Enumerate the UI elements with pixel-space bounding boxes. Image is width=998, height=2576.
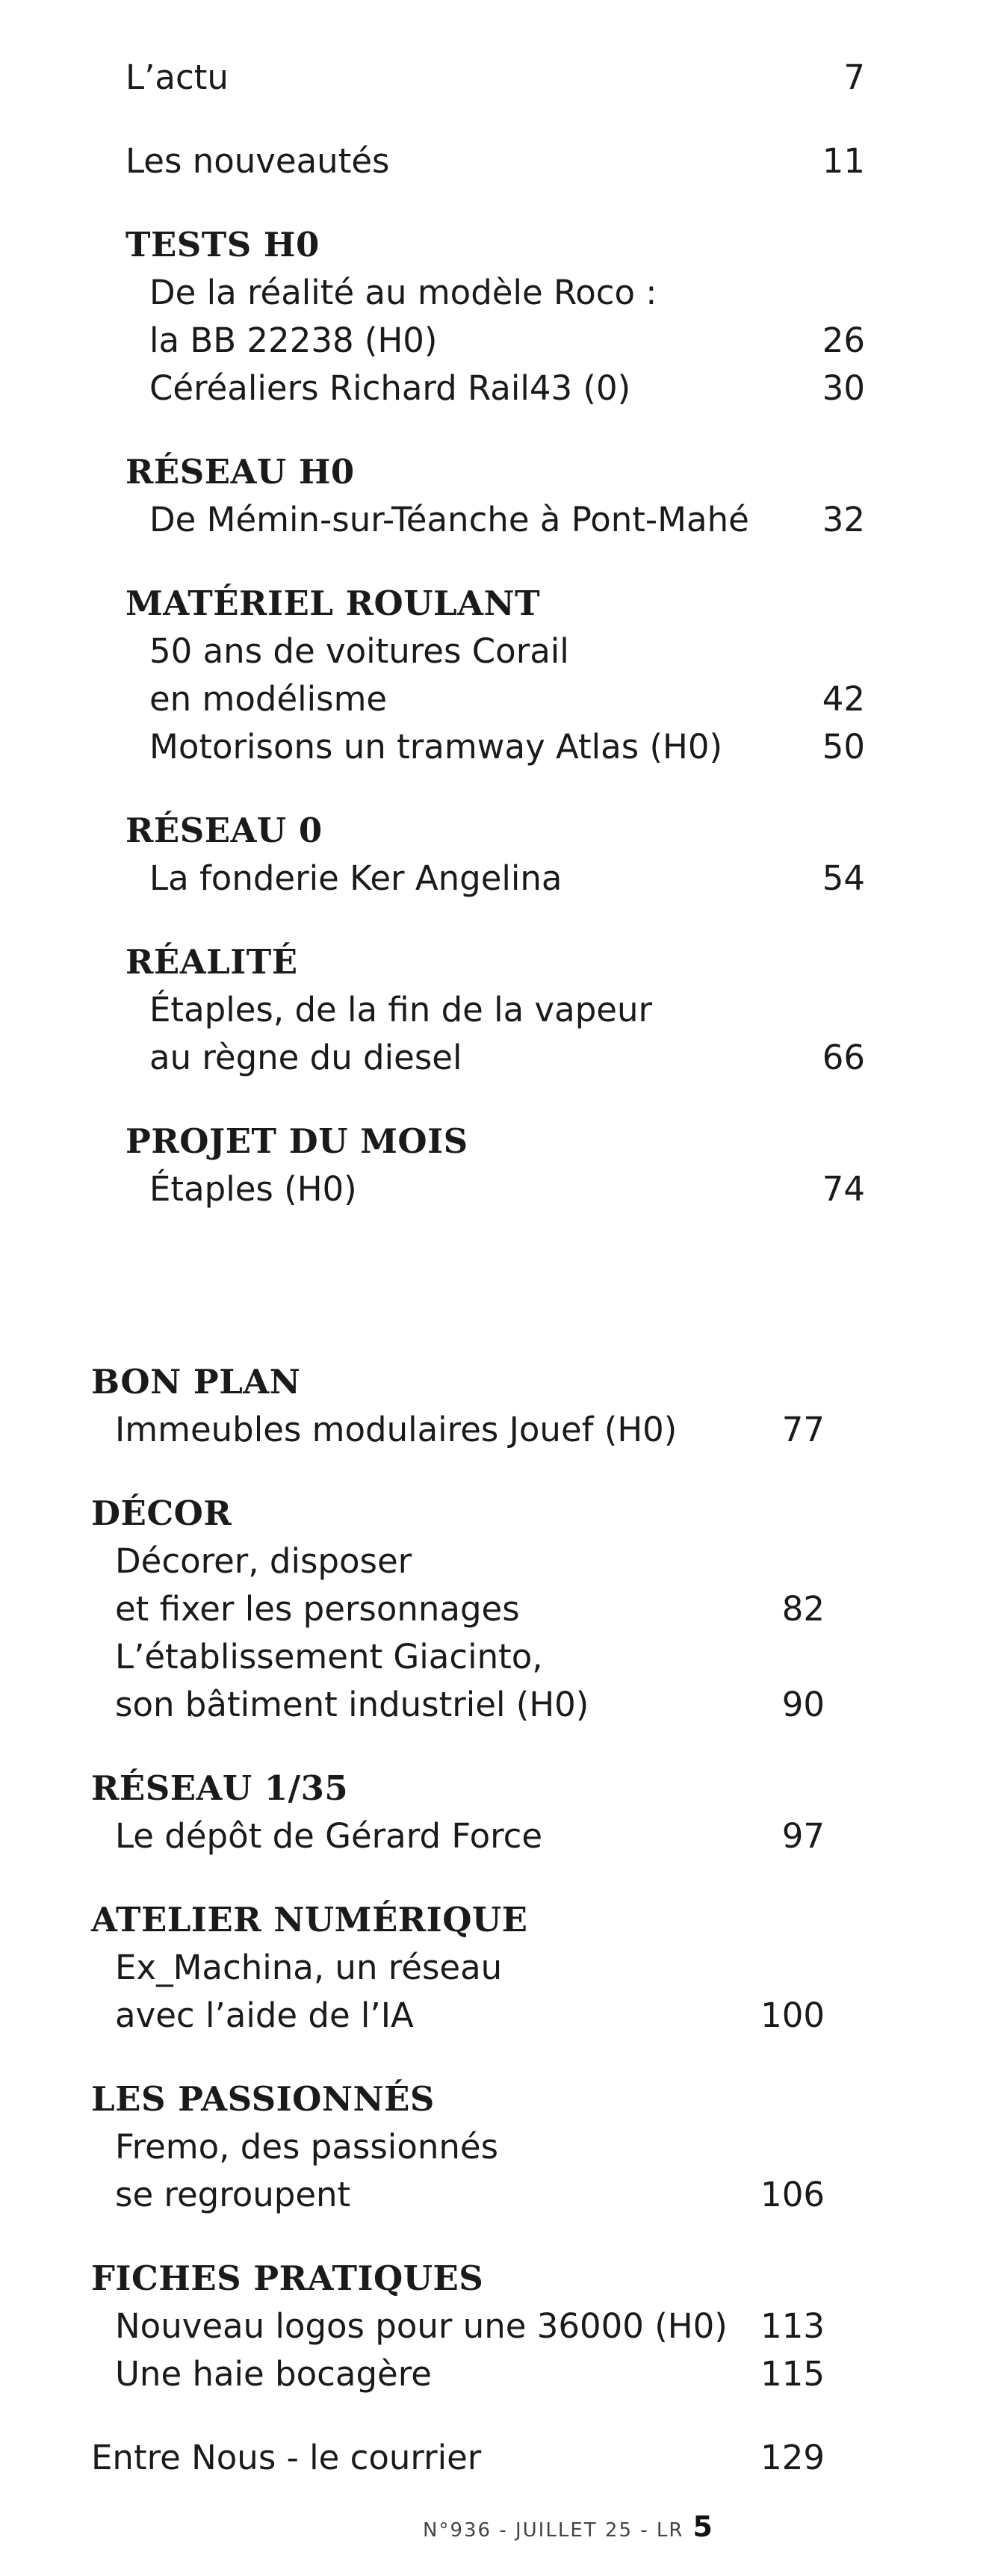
entry-page: 74 (822, 1169, 865, 1209)
entry-title: Immeubles modulaires Jouef (H0) (115, 1410, 678, 1449)
entry-title: se regroupent (115, 2175, 351, 2214)
toc-entry[interactable] (125, 269, 865, 317)
toc-entry[interactable] (91, 1585, 831, 1633)
toc-entry[interactable] (91, 1992, 831, 2040)
toc-entry[interactable] (125, 137, 865, 185)
toc-entry[interactable] (125, 317, 865, 365)
section-heading: RÉALITÉ (125, 942, 298, 982)
toc-entry[interactable] (91, 1633, 831, 1681)
section-heading: MATÉRIEL ROULANT (125, 583, 541, 623)
entry-page: 77 (781, 1410, 825, 1449)
entry-page: 113 (760, 2306, 825, 2346)
entry-title: Étaples, de la fin de la vapeur (149, 990, 652, 1030)
toc-section (91, 2255, 831, 2398)
toc-section (91, 2075, 831, 2219)
toc-entry[interactable] (91, 1944, 831, 1992)
toc-entry[interactable] (125, 628, 865, 675)
entry-page: 50 (822, 727, 865, 767)
toc-entry[interactable] (91, 2434, 831, 2482)
entry-page: 97 (781, 1816, 825, 1856)
toc-section (125, 580, 865, 771)
toc-section (125, 448, 865, 544)
toc-section (91, 1490, 831, 1729)
entry-title: Motorisons un tramway Atlas (H0) (149, 727, 723, 767)
toc-entry[interactable] (125, 496, 865, 544)
entry-title: Étaples (H0) (149, 1169, 357, 1209)
entry-title: Nouveau logos pour une 36000 (H0) (115, 2306, 728, 2346)
entry-title: Une haie bocagère (115, 2354, 432, 2394)
section-heading: TESTS H0 (125, 225, 320, 264)
entry-title: Entre Nous - le courrier (91, 2438, 482, 2477)
toc-entry[interactable] (125, 54, 865, 102)
toc-entry[interactable] (125, 675, 865, 723)
issue-info: N°936 - JUILLET 25 - LR (423, 2519, 684, 2542)
toc-entry[interactable] (125, 1165, 865, 1213)
toc-entry[interactable] (91, 1812, 831, 1860)
toc-entry[interactable] (125, 365, 865, 412)
section-heading: PROJET DU MOIS (125, 1121, 468, 1161)
entry-page: 66 (822, 1038, 865, 1077)
section-heading: LES PASSIONNÉS (91, 2079, 435, 2119)
entry-page: 129 (760, 2438, 825, 2477)
entry-title: L’établissement Giacinto, (115, 1637, 543, 1676)
entry-title: L’actu (125, 58, 229, 97)
toc-section (125, 1118, 865, 1213)
entry-title: Fremo, des passionnés (115, 2127, 499, 2167)
toc-entry[interactable] (125, 855, 865, 902)
entry-title: son bâtiment industriel (H0) (115, 1685, 589, 1724)
entry-title: au règne du diesel (149, 1038, 462, 1077)
page-footer (423, 2509, 713, 2548)
toc-section (125, 807, 865, 902)
entry-page: 90 (781, 1685, 825, 1724)
toc-entry[interactable] (125, 986, 865, 1034)
entry-page: 32 (822, 500, 865, 539)
toc-section (91, 1358, 831, 1454)
section-heading: DÉCOR (91, 1493, 232, 1533)
entry-page: 106 (760, 2175, 825, 2214)
toc-section (125, 938, 865, 1082)
entry-title: la BB 22238 (H0) (149, 321, 438, 360)
page-number: 5 (692, 2510, 713, 2543)
toc-entry[interactable] (125, 723, 865, 771)
section-heading: BON PLAN (91, 1362, 301, 1402)
toc-entry[interactable] (91, 2171, 831, 2219)
section-heading: RÉSEAU H0 (125, 452, 355, 492)
entry-title: Ex_Machina, un réseau (115, 1948, 503, 1987)
entry-title: De Mémin-sur-Téanche à Pont-Mahé (149, 500, 749, 539)
entry-title: Le dépôt de Gérard Force (115, 1816, 543, 1856)
entry-title: Céréaliers Richard Rail43 (0) (149, 368, 631, 408)
toc-entry[interactable] (91, 1406, 831, 1454)
toc-entry[interactable] (125, 1034, 865, 1082)
entry-title: De la réalité au modèle Roco : (149, 273, 657, 312)
toc-entry[interactable] (91, 1538, 831, 1585)
entry-title: 50 ans de voitures Corail (149, 631, 569, 671)
section-heading: RÉSEAU 1/35 (91, 1768, 349, 1808)
entry-page: 100 (760, 1996, 825, 2035)
entry-page: 30 (822, 368, 865, 408)
entry-title: La fonderie Ker Angelina (149, 858, 562, 898)
entry-page: 42 (822, 679, 865, 719)
entry-page: 26 (822, 321, 865, 360)
toc-entry[interactable] (91, 2303, 831, 2350)
toc-column-bottom (91, 1358, 831, 2482)
toc-column-top (125, 54, 865, 1249)
section-heading: FICHES PRATIQUES (91, 2258, 484, 2298)
toc-section (91, 1765, 831, 1860)
entry-page: 7 (843, 58, 865, 97)
entry-title: Décorer, disposer (115, 1541, 412, 1581)
entry-page: 54 (822, 858, 865, 898)
entry-page: 11 (822, 141, 865, 181)
toc-entry[interactable] (91, 2350, 831, 2398)
toc-entry[interactable] (91, 2123, 831, 2171)
entry-page: 82 (781, 1589, 825, 1629)
toc-section (91, 1896, 831, 2040)
entry-title: Les nouveautés (125, 141, 390, 181)
toc-entry[interactable] (91, 1681, 831, 1729)
entry-title: en modélisme (149, 679, 388, 719)
section-heading: RÉSEAU 0 (125, 811, 323, 850)
entry-title: avec l’aide de l’IA (115, 1996, 414, 2035)
section-heading: ATELIER NUMÉRIQUE (91, 1900, 528, 1939)
entry-page: 115 (760, 2354, 825, 2394)
entry-title: et fixer les personnages (115, 1589, 520, 1629)
toc-section (125, 221, 865, 412)
